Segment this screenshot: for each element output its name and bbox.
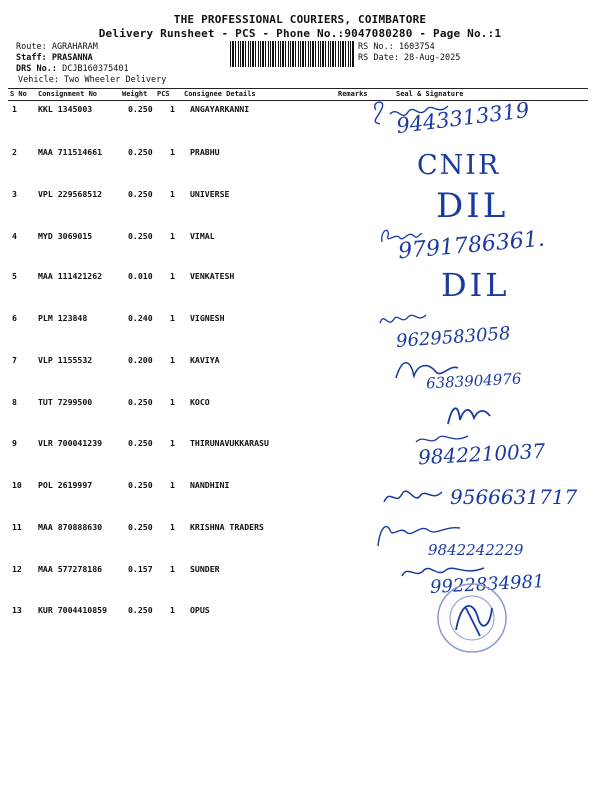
drs-field (16, 64, 129, 74)
row-consignment-no: MAA 711514661 (38, 147, 103, 157)
row-sno: 1 (12, 104, 17, 114)
barcode (230, 41, 354, 67)
row-consignee: SUNDER (190, 564, 220, 574)
table-row (8, 189, 348, 203)
row-consignee: KOCO (190, 397, 210, 407)
row-pcs: 1 (170, 231, 175, 241)
row-weight: 0.250 (128, 104, 153, 114)
row-consignment-no: MYD 3069015 (38, 231, 93, 241)
col-sno: S No (10, 90, 27, 98)
handwritten-note: DIL (436, 186, 509, 226)
row-consignee: KRISHNA TRADERS (190, 522, 264, 532)
table-row (8, 605, 348, 619)
drs-label: DRS No.: (16, 64, 57, 74)
staff-field (16, 53, 93, 63)
row-weight: 0.157 (128, 564, 153, 574)
row-consignee: ANGAYARKANNI (190, 104, 250, 114)
row-consignment-no: KKL 1345003 (38, 104, 93, 114)
row-pcs: 1 (170, 438, 175, 448)
rs-date: RS Date: 28-Aug-2025 (358, 53, 461, 63)
row-pcs: 1 (170, 397, 175, 407)
row-sno: 8 (12, 397, 17, 407)
row-consignee: NANDHINI (190, 480, 230, 490)
row-pcs: 1 (170, 605, 175, 615)
handwritten-note: DIL (441, 266, 510, 304)
row-weight: 0.250 (128, 605, 153, 615)
drs-value: DCJB160375401 (62, 64, 129, 74)
row-consignee: UNIVERSE (190, 189, 230, 199)
table-row (8, 355, 348, 369)
handwritten-phone: 9791786361. (397, 226, 546, 265)
table-row (8, 313, 348, 327)
col-seal-signature: Seal & Signature (396, 90, 464, 98)
row-weight: 0.010 (128, 271, 153, 281)
row-consignee: PRABHU (190, 147, 220, 157)
handwritten-phone: 9629583058 (395, 323, 512, 352)
row-weight: 0.250 (128, 522, 153, 532)
col-weight: Weight (122, 90, 148, 98)
table-row (8, 104, 348, 118)
row-sno: 3 (12, 189, 17, 199)
seal-stamp (432, 578, 512, 658)
row-pcs: 1 (170, 564, 175, 574)
row-sno: 6 (12, 313, 17, 323)
col-consignee-details: Consignee Details (184, 90, 256, 98)
row-consignment-no: VLR 700041239 (38, 438, 103, 448)
row-weight: 0.250 (128, 397, 153, 407)
row-pcs: 1 (170, 189, 175, 199)
row-weight: 0.250 (128, 231, 153, 241)
handwritten-phone: 9443313319 (395, 97, 531, 139)
row-sno: 12 (12, 564, 22, 574)
row-pcs: 1 (170, 313, 175, 323)
row-weight: 0.250 (128, 147, 153, 157)
rs-number: RS No.: 1603754 (358, 42, 435, 52)
handwritten-phone: 9842210037 (417, 438, 546, 470)
staff-value: PRASANNA (51, 53, 93, 63)
staff-label: Staff: (16, 53, 47, 63)
row-consignment-no: MAA 577278186 (38, 564, 103, 574)
row-pcs: 1 (170, 480, 175, 490)
row-sno: 11 (12, 522, 22, 532)
row-sno: 4 (12, 231, 17, 241)
table-row (8, 522, 348, 536)
row-weight: 0.250 (128, 480, 153, 490)
row-consignee: VENKATESH (190, 271, 235, 281)
row-pcs: 1 (170, 104, 175, 114)
row-consignment-no: POL 2619997 (38, 480, 93, 490)
row-consignee: KAVIYA (190, 355, 220, 365)
table-row (8, 438, 348, 452)
vehicle-label: Vehicle: Two Wheeler Delivery (18, 75, 167, 85)
row-consignment-no: VLP 1155532 (38, 355, 93, 365)
row-sno: 2 (12, 147, 17, 157)
col-remarks: Remarks (338, 90, 368, 98)
row-consignment-no: PLM 123848 (38, 313, 88, 323)
row-sno: 7 (12, 355, 17, 365)
row-sno: 9 (12, 438, 17, 448)
row-weight: 0.240 (128, 313, 153, 323)
table-row (8, 271, 348, 285)
runsheet-subtitle: Delivery Runsheet - PCS - Phone No.:9047080280 - Page No.:1 (98, 27, 502, 40)
row-consignment-no: KUR 7004410859 (38, 605, 108, 615)
handwritten-signature (376, 307, 428, 331)
handwritten-phone: 6383904976 (425, 369, 522, 393)
row-consignee: VIGNESH (190, 313, 225, 323)
row-sno: 13 (12, 605, 22, 615)
row-weight: 0.250 (128, 189, 153, 199)
row-consignee: VIMAL (190, 231, 215, 241)
row-pcs: 1 (170, 522, 175, 532)
row-consignment-no: TUT 7299500 (38, 397, 93, 407)
row-pcs: 1 (170, 271, 175, 281)
table-row (8, 231, 348, 245)
row-sno: 10 (12, 480, 22, 490)
handwritten-phone: 9922834981 (429, 571, 546, 598)
row-pcs: 1 (170, 355, 175, 365)
company-title: THE PROFESSIONAL COURIERS, COIMBATORE (173, 13, 427, 26)
row-consignee: THIRUNAVUKKARASU (190, 438, 269, 448)
col-consignment-no: Consignment No (38, 90, 98, 98)
handwritten-phone: 9566631717 (450, 485, 578, 509)
row-consignment-no: MAA 870888630 (38, 522, 103, 532)
table-header (8, 88, 588, 101)
row-consignee: OPUS (190, 605, 210, 615)
route-label: Route: AGRAHARAM (16, 42, 98, 52)
table-row (8, 480, 348, 494)
row-sno: 5 (12, 271, 17, 281)
table-row (8, 397, 348, 411)
row-weight: 0.200 (128, 355, 153, 365)
handwritten-signature (444, 400, 494, 430)
table-row (8, 564, 348, 578)
row-consignment-no: VPL 229568512 (38, 189, 103, 199)
handwritten-note: CNIR (417, 150, 501, 181)
col-pcs: PCS (157, 90, 170, 98)
handwritten-phone: 9842242229 (428, 541, 524, 559)
handwritten-signature (380, 482, 446, 510)
row-consignment-no: MAA 111421262 (38, 271, 103, 281)
table-row (8, 147, 348, 161)
row-weight: 0.250 (128, 438, 153, 448)
row-pcs: 1 (170, 147, 175, 157)
